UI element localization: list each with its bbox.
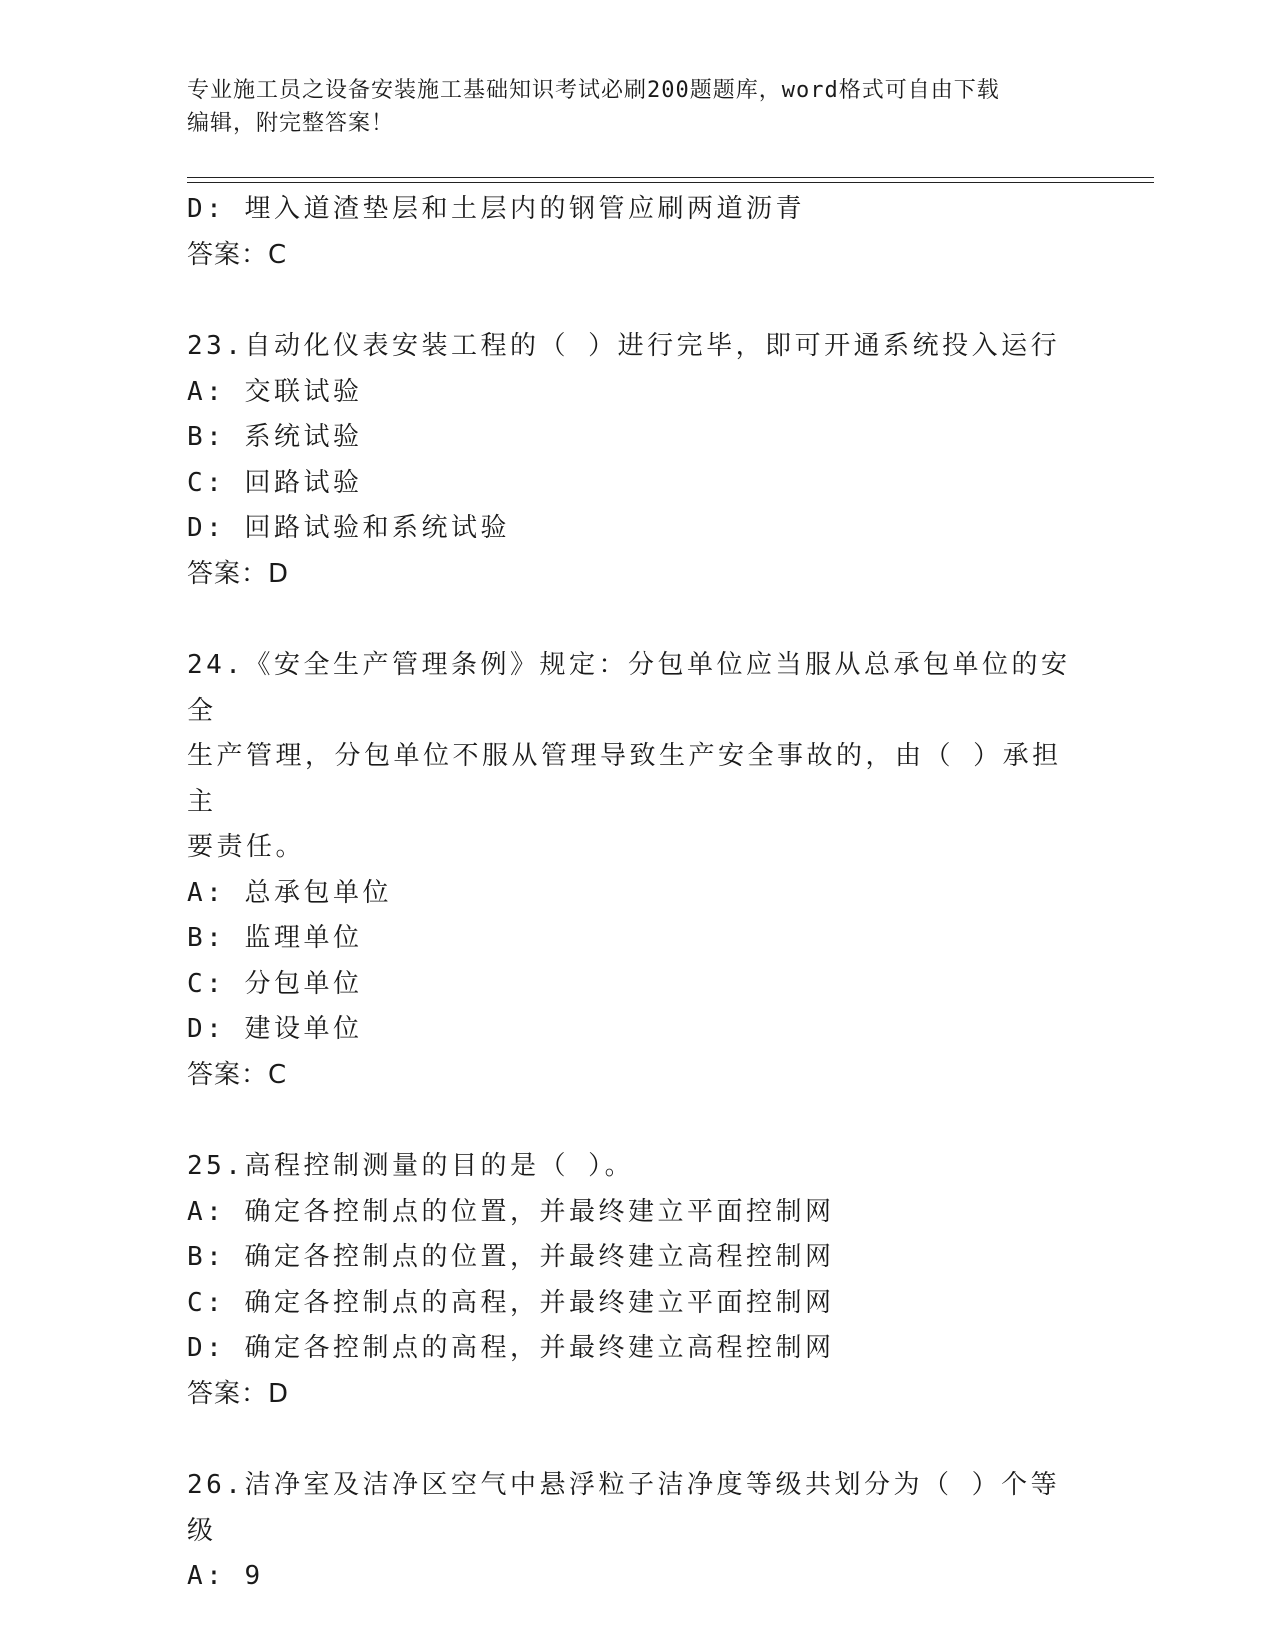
question-stem: 26.洁净室及洁净区空气中悬浮粒子洁净度等级共划分为（ ）个等级 [187,1470,1061,1546]
option-d: D: 回路试验和系统试验 [187,513,510,543]
option-d: D: 确定各控制点的高程，并最终建立高程控制网 [187,1333,835,1363]
spacer [187,278,1087,324]
question-22-answer: 答案：C [187,239,288,270]
question-stem-line-1: 24.《安全生产管理条例》规定：分包单位应当服从总承包单位的安全 [187,650,1071,726]
option-b: B: 系统试验 [187,422,363,452]
option-a: A: 9 [187,1561,264,1591]
option-c: C: 回路试验 [187,467,363,498]
header-divider-bottom [187,182,1154,183]
question-stem-line-3: 要责任。 [187,832,306,862]
option-b: B: 监理单位 [187,923,363,953]
option-a: A: 交联试验 [187,376,363,407]
question-23 [187,324,1087,597]
answer-text: 答案：C [187,1059,288,1090]
question-25 [187,1144,1087,1417]
document-header [187,74,1087,140]
question-26 [187,1463,1087,1600]
option-c: C: 确定各控制点的高程，并最终建立平面控制网 [187,1287,835,1318]
question-stem: 25.高程控制测量的目的是（ ）。 [187,1151,635,1181]
option-a: A: 总承包单位 [187,877,392,908]
spacer [187,1098,1087,1144]
header-divider-top [187,177,1154,178]
spacer [187,1417,1087,1463]
question-22-option-d: D: 埋入道渣垫层和土层内的钢管应刷两道沥青 [187,194,805,224]
question-24 [187,643,1087,1098]
option-d: D: 建设单位 [187,1014,363,1044]
option-a: A: 确定各控制点的位置，并最终建立平面控制网 [187,1196,835,1227]
question-content [187,187,1087,1600]
answer-text: 答案：D [187,558,290,589]
spacer [187,597,1087,643]
option-b: B: 确定各控制点的位置，并最终建立高程控制网 [187,1242,835,1272]
option-c: C: 分包单位 [187,968,363,999]
question-stem: 23.自动化仪表安装工程的（ ）进行完毕，即可开通系统投入运行 [187,331,1061,361]
question-stem-line-2: 生产管理，分包单位不服从管理导致生产安全事故的，由（ ）承担主 [187,741,1062,817]
header-title-line-2: 编辑，附完整答案！ [187,111,395,136]
answer-text: 答案：D [187,1378,290,1409]
header-title-line-1: 专业施工员之设备安装施工基础知识考试必刷200题题库，word格式可自由下载 [187,78,1000,103]
